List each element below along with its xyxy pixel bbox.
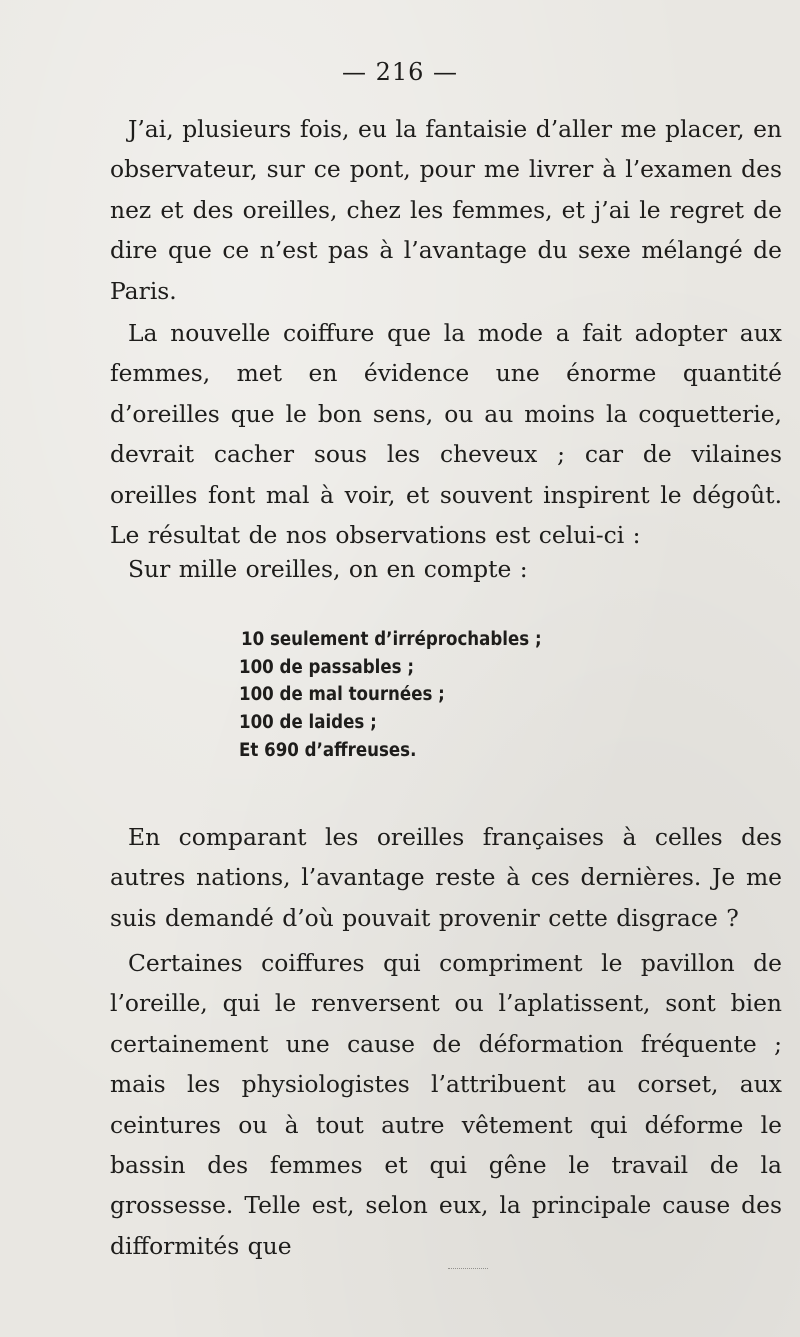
list-item: 100 de mal tournées ; bbox=[239, 684, 445, 706]
paragraph-4-block bbox=[110, 817, 782, 938]
paragraph-2: La nouvelle coiffure que la mode a fait adopter aux femmes, met en évidence une énorme quantité d’oreilles que le bon sens, ou au moins la coquetterie, devrait cacher sous les cheveux ; car de vilaines oreilles font mal à voir, et souvent inspirent le dégoût. Le résultat de nos observations est celui-ci : bbox=[110, 319, 782, 550]
paragraph-3: Sur mille oreilles, on en compte : bbox=[128, 555, 528, 583]
print-mark bbox=[448, 1268, 488, 1273]
list-item: 100 de laides ; bbox=[239, 712, 377, 734]
list-item: 100 de passables ; bbox=[239, 656, 414, 678]
paragraph-1: J’ai, plusieurs fois, eu la fantaisie d’aller me placer, en observateur, sur ce pont, pour me livrer à l’examen des nez et des oreilles, chez les femmes, et j’ai le regret de dire que ce n’est pas à l’avantage du sexe mélangé de Paris. bbox=[110, 115, 782, 305]
paragraph-2-block bbox=[110, 313, 782, 555]
paragraph-5-block bbox=[110, 943, 782, 1266]
paragraph-3-block bbox=[110, 549, 782, 589]
list-item: Et 690 d’affreuses. bbox=[239, 739, 417, 761]
paragraph-1-block bbox=[110, 109, 782, 311]
paragraph-4: En comparant les oreilles françaises à celles des autres nations, l’avantage reste à ces dernières. Je me suis demandé d’où pouvait provenir cette disgrace ? bbox=[110, 823, 782, 932]
paragraph-5: Certaines coiffures qui compriment le pavillon de l’oreille, qui le renversent ou l’aplatissent, sont bien certainement une cause de déformation fréquente ; mais les physiologistes l’attribuent au corset, aux ceintures ou à tout autre vêtement qui déforme le bassin des femmes et qui gêne le travail de la grossesse. Telle est, selon eux, la principale cause des difformités que bbox=[110, 949, 782, 1260]
list-item: 10 seulement d’irréprochables ; bbox=[241, 629, 542, 650]
page-number: — 216 — bbox=[341, 58, 459, 86]
statistics-list bbox=[239, 626, 542, 765]
